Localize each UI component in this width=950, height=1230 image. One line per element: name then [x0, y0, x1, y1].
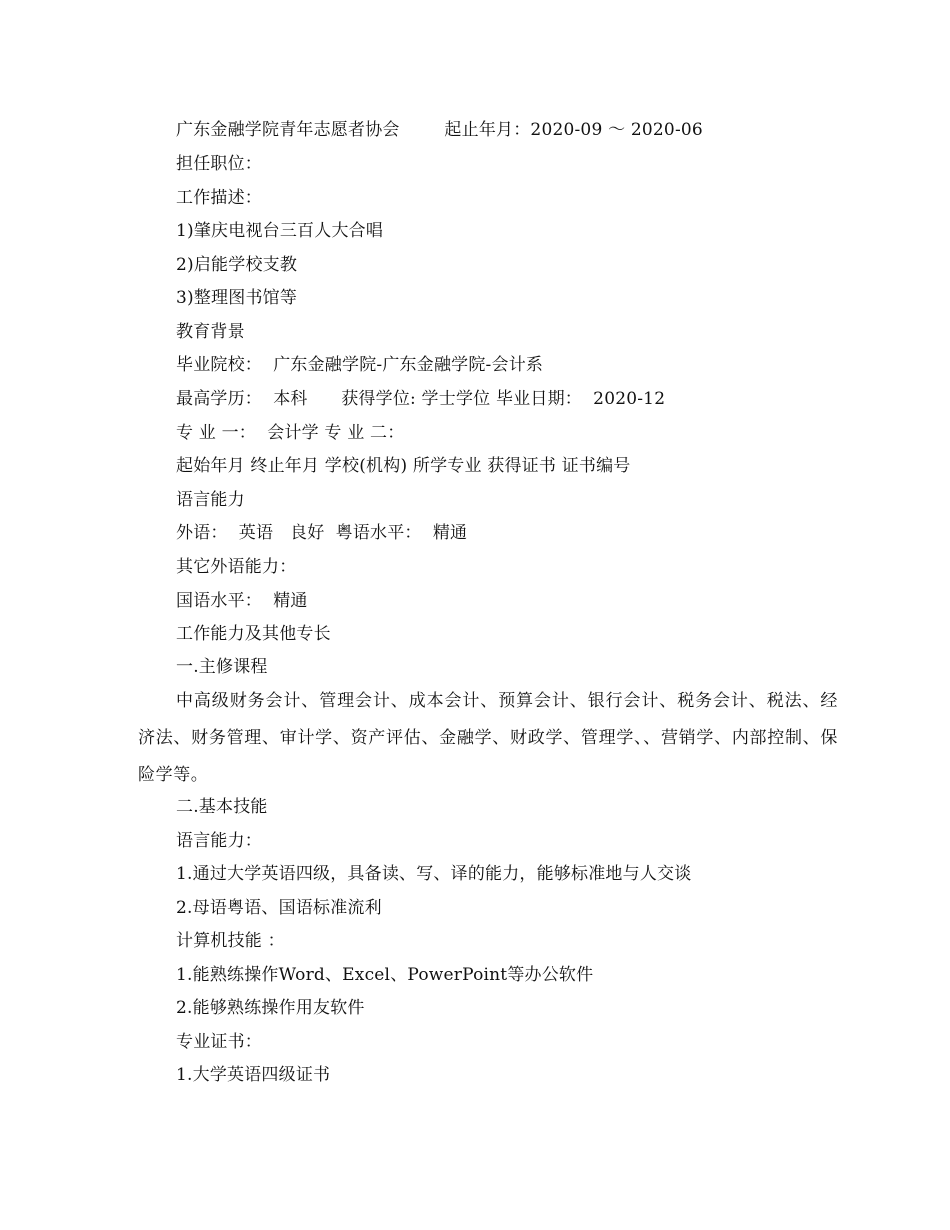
education-table-header: 起始年月 终止年月 学校(机构) 所学专业 获得证书 证书编号	[176, 456, 631, 476]
mandarin-level-line: 国语水平： 精通	[176, 591, 308, 611]
position-label: 担任职位：	[176, 154, 262, 174]
work-description-label: 工作描述：	[176, 188, 262, 208]
computer-skills-label: 计算机技能 ：	[176, 931, 285, 951]
basic-skills-heading: 二.基本技能	[176, 797, 268, 817]
computer-skills-item-1: 1.能熟练操作Word、Excel、PowerPoint等办公软件	[176, 965, 594, 985]
language-ability-item-1: 1.通过大学英语四级，具备读、写、译的能力，能够标准地与人交谈	[176, 864, 692, 884]
certificate-item-1: 1.大学英语四级证书	[176, 1065, 331, 1085]
language-ability-label: 语言能力：	[176, 831, 262, 851]
computer-skills-item-2: 2.能够熟练操作用友软件	[176, 998, 365, 1018]
major-line: 专 业 一： 会计学 专 业 二：	[176, 423, 405, 443]
work-item-3: 3)整理图书馆等	[176, 288, 298, 308]
work-item-1: 1)肇庆电视台三百人大合唱	[176, 221, 384, 241]
certificates-label: 专业证书：	[176, 1032, 262, 1052]
courses-heading: 一.主修课程	[176, 657, 268, 677]
language-heading: 语言能力	[176, 490, 245, 510]
degree-line: 最高学历： 本科 获得学位: 学士学位 毕业日期： 2020-12	[176, 389, 666, 409]
courses-paragraph: 中高级财务会计、管理会计、成本会计、预算会计、银行会计、税务会计、税法、经济法、财务管理、审计学、资产评估、金融学、财政学、管理学、、营销学、内部控制、保险学等。	[138, 691, 838, 785]
volunteer-org-line: 广东金融学院青年志愿者协会 起止年月：2020-09 ～ 2020-06	[176, 120, 703, 140]
education-heading: 教育背景	[176, 322, 245, 342]
foreign-language-line: 外语： 英语 良好 粤语水平： 精通	[176, 523, 468, 543]
other-language-label: 其它外语能力：	[176, 557, 297, 577]
skills-heading: 工作能力及其他专长	[176, 624, 331, 644]
language-ability-item-2: 2.母语粤语、国语标准流利	[176, 898, 382, 918]
graduate-school-line: 毕业院校： 广东金融学院-广东金融学院-会计系	[176, 355, 544, 375]
work-item-2: 2)启能学校支教	[176, 255, 298, 275]
